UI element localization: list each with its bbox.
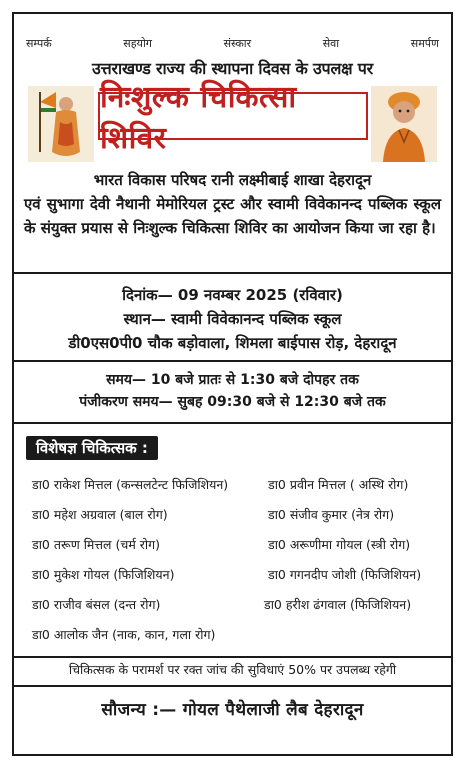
divider-2 <box>12 360 453 362</box>
doctor-left-4: डा0 मुकेश गोयल (फिजिशियन) <box>32 567 175 582</box>
doctor-left-3: डा0 तरूण मित्तल (चर्म रोग) <box>32 537 161 552</box>
organisers-text <box>24 168 441 240</box>
event-venue: स्थान— स्वामी विवेकानन्द पब्लिक स्कूल <box>123 310 342 328</box>
title-box <box>98 80 368 156</box>
divider-5 <box>12 685 453 687</box>
organiser-details: एवं सुभागा देवी नैथानी मेमोरियल ट्रस्ट और स्वामी विवेकानन्द पब्लिक स्कूल के संयुक्त प्रयास से निःशुल्क चिकित्सा शिविर का आयोजन किया जा रहा है। <box>24 195 441 237</box>
event-address: डी0एस0पी0 चौक बड़ोवाला, शिमला बाईपास रोड़, देहरादून <box>68 334 397 352</box>
value-1: सम्पर्क <box>26 37 52 50</box>
registration-time: पंजीकरण समय— सुबह 09:30 बजे से 12:30 बजे तक <box>79 394 386 410</box>
banner-row <box>26 82 439 168</box>
camp-title: निःशुल्क चिकित्सा शिविर <box>100 80 297 156</box>
blood-test-note: चिकित्सक के परामर्श पर रक्त जांच की सुविधाएं 50% पर उपलब्ध रहेगी <box>68 662 397 677</box>
timings <box>24 369 441 413</box>
divider-4 <box>12 656 453 658</box>
doctor-right-1: डा0 प्रवीन मित्तल ( अस्थि रोग) <box>268 477 409 492</box>
doctor-right-4: डा0 गगनदीप जोशी (फिजिशियन) <box>268 567 422 582</box>
event-time: समय— 10 बजे प्रातः से 1:30 बजे दोपहर तक <box>106 372 359 388</box>
specialists-heading: विशेषज्ञ चिकित्सक : <box>26 436 158 460</box>
doctor-left-6: डा0 आलोक जैन (नाक, कान, गला रोग) <box>32 627 216 642</box>
value-4: सेवा <box>322 37 340 50</box>
value-3: संस्कार <box>223 37 252 50</box>
event-info <box>24 283 441 355</box>
divider-1 <box>12 272 453 274</box>
doctor-left-5: डा0 राजीव बंसल (दन्त रोग) <box>32 597 161 612</box>
vivekananda-portrait <box>369 82 439 164</box>
divider-3 <box>12 422 453 424</box>
values-row <box>26 36 439 51</box>
value-5: समर्पण <box>410 37 439 50</box>
doctor-left-2: डा0 महेश अग्रवाल (बाल रोग) <box>32 507 168 522</box>
value-2: सहयोग <box>123 37 152 50</box>
doctor-left-1: डा0 राकेश मित्तल (कन्सलटेन्ट फिजिशियन) <box>32 477 229 492</box>
organiser-primary: भारत विकास परिषद रानी लक्ष्मीबाई शाखा देहरादून <box>93 171 372 189</box>
doctor-right-2: डा0 संजीव कुमार (नेत्र रोग) <box>268 507 395 522</box>
event-date: दिनांक— 09 नवम्बर 2025 (रविवार) <box>122 286 343 304</box>
bharat-mata-illustration <box>26 82 96 164</box>
doctor-right-5: डा0 हरीश ढंगवाल (फिजिशियन) <box>264 597 412 612</box>
intro-line: उत्तराखण्ड राज्य की स्थापना दिवस के उपलक्ष पर <box>92 59 373 78</box>
courtesy-line: सौजन्य :— गोयल पैथेलाजी लैब देहरादून <box>101 700 364 720</box>
doctor-right-3: डा0 अरूणीमा गोयल (स्त्री रोग) <box>268 537 411 552</box>
